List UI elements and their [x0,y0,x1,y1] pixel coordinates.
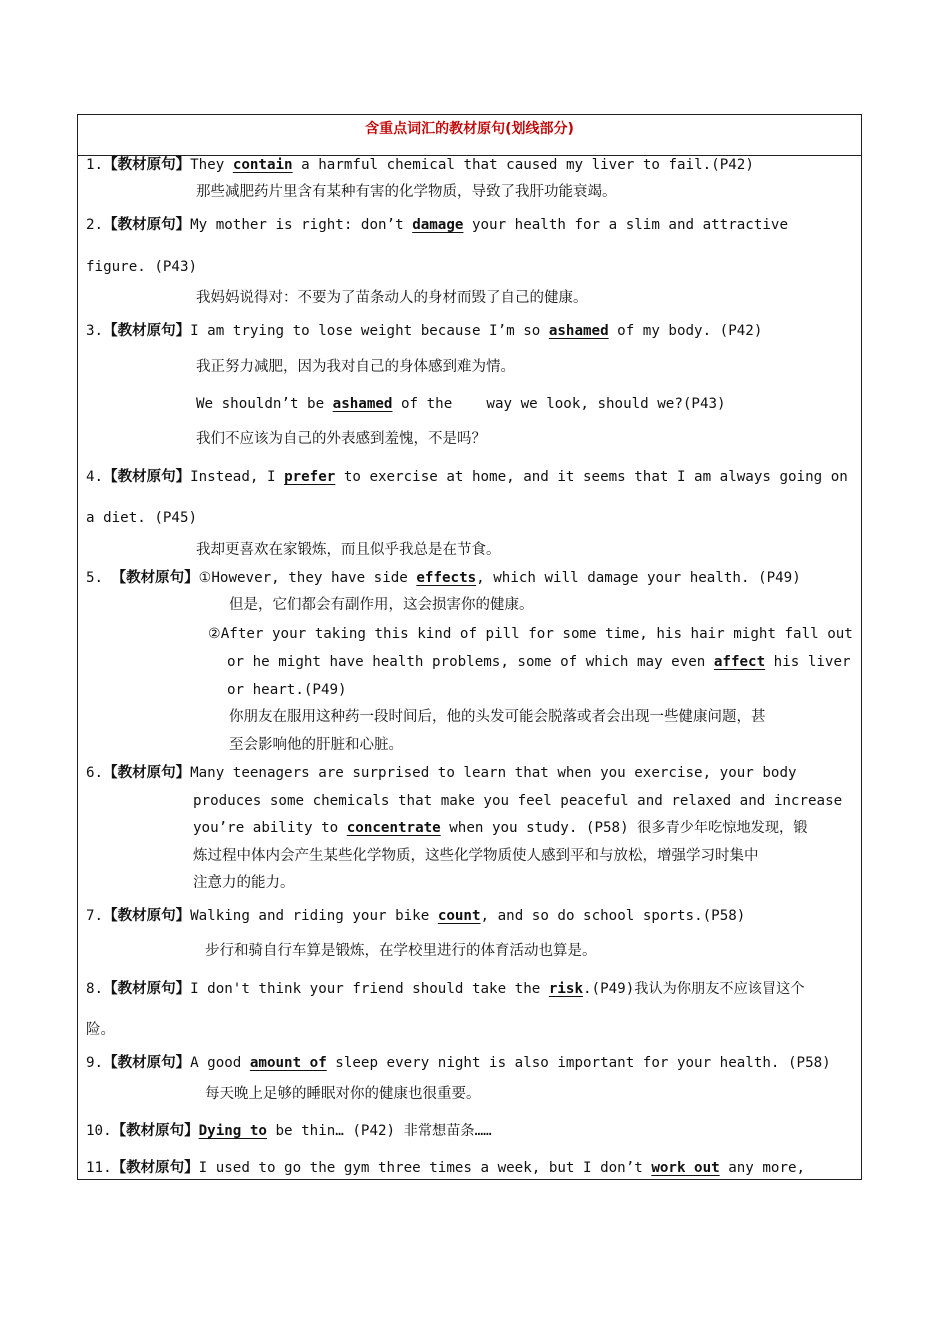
sentence-text: , and so do school sports.(P58) [480,908,746,924]
table-title: 含重点词汇的教材原句(划线部分) [77,114,862,156]
sentence-text: After your taking this kind of pill for some time, his hair might fall out [220,626,853,642]
source-tag: 【教材原句】 [103,217,191,233]
translation: 注意力的能力。 [193,875,295,891]
sentence-text: or he might have health problems, some of which may even [227,654,714,670]
keyword: Dying to [198,1123,267,1139]
source-tag: 【教材原句】 [103,908,191,924]
keyword: effects [416,570,477,586]
keyword: ashamed [332,396,393,412]
keyword: contain [232,157,293,173]
translation: 你朋友在服用这种药一段时间后，他的头发可能会脱落或者会出现一些健康问题，甚 [229,709,766,725]
item-number: 3. [86,323,104,339]
sentence-text: be thin… (P42) 非常想苗条…… [266,1123,492,1139]
sentence-text: Many teenagers are surprised to learn that when you exercise, your body [190,765,797,781]
item-10 [86,1121,492,1141]
source-tag: 【教材原句】 [111,1160,199,1176]
item-number: 4. [86,469,104,485]
item-number: 2. [86,217,104,233]
sentence-text: when you study. (P58) 很多青少年吃惊地发现，锻 [440,820,808,836]
translation: 我妈妈说得对：不要为了苗条动人的身材而毁了自己的健康。 [196,290,588,306]
translation: 但是，它们都会有副作用，这会损害你的健康。 [229,597,534,613]
sentence-text: of the way we look, should we?(P43) [392,396,726,412]
sentence-continuation: 险。 [86,1022,115,1038]
sentence-text: A good [190,1055,250,1071]
source-tag: 【教材原句】 [103,765,191,781]
item-8 [86,979,805,999]
item-number: 11. [86,1160,112,1176]
sentence-text: a harmful chemical that caused my liver to fail.(P42) [292,157,754,173]
circled-number: ② [208,626,221,642]
item-number: 5. [86,570,112,586]
source-tag: 【教材原句】 [103,981,191,997]
item-6 [86,763,797,783]
sentence-continuation [193,818,807,838]
keyword: affect [713,654,766,670]
keyword: ashamed [548,323,609,339]
keyword: concentrate [346,820,441,836]
sentence-text: to exercise at home, and it seems that I am always going on [335,469,848,485]
sentence-continuation: or heart.(P49) [227,682,347,698]
keyword: risk [548,981,584,997]
keyword: count [437,908,481,924]
source-tag: 【教材原句】 [103,1055,191,1071]
item-4 [86,467,848,487]
item-number: 9. [86,1055,104,1071]
sentence-text: of my body. (P42) [608,323,763,339]
sentence-text: Instead, I [190,469,285,485]
sentence-text: They [190,157,233,173]
keyword: prefer [284,469,336,485]
sentence-text: his liver [765,654,851,670]
sentence-continuation: figure. (P43) [86,259,198,275]
translation: 我正努力减肥，因为我对自己的身体感到难为情。 [196,359,515,375]
source-tag: 【教材原句】 [103,157,191,173]
keyword: amount of [249,1055,327,1071]
sentence-continuation: a diet. (P45) [86,510,198,526]
item-number: 1. [86,157,104,173]
sentence-text: Walking and riding your bike [190,908,438,924]
item-7 [86,906,745,926]
translation: 每天晚上足够的睡眠对你的健康也很重要。 [205,1086,481,1102]
item-number: 8. [86,981,104,997]
item-1 [86,155,754,175]
example-sentence [196,394,726,414]
keyword: work out [651,1160,720,1176]
sentence-text: .(P49)我认为你朋友不应该冒这个 [583,981,805,997]
sentence-continuation [227,652,851,672]
translation: 我却更喜欢在家锻炼，而且似乎我总是在节食。 [196,542,501,558]
circled-number: ① [198,570,212,586]
sentence-text: you’re ability to [193,820,347,836]
sentence-text: My mother is right: don’t [190,217,413,233]
keyword: damage [412,217,464,233]
item-3 [86,321,762,341]
item-number: 7. [86,908,104,924]
item-number: 10. [86,1123,112,1139]
sentence-text: However, they have side [211,570,417,586]
translation: 至会影响他的肝脏和心脏。 [229,737,403,753]
item-9 [86,1053,831,1073]
item-2 [86,215,788,235]
sentence-text: any more, [719,1160,806,1176]
item-11 [86,1158,805,1178]
source-tag: 【教材原句】 [111,1123,199,1139]
source-tag: 【教材原句】 [111,570,199,586]
source-tag: 【教材原句】 [103,323,191,339]
item-number: 6. [86,765,104,781]
source-tag: 【教材原句】 [103,469,191,485]
translation: 我们不应该为自己的外表感到羞愧，不是吗？ [196,431,486,447]
sentence-continuation: produces some chemicals that make you feel peaceful and relaxed and increase [193,793,843,809]
sentence-text: , which will damage your health. (P49) [476,570,801,586]
sentence-text: sleep every night is also important for your health. (P58) [326,1055,831,1071]
sentence-text: I don't think your friend should take the [190,981,549,997]
example-sentence [208,624,853,644]
translation: 步行和骑自行车算是锻炼，在学校里进行的体育活动也算是。 [205,943,597,959]
translation: 炼过程中体内会产生某些化学物质，这些化学物质使人感到平和与放松，增强学习时集中 [193,848,759,864]
item-5 [86,568,801,588]
sentence-text: We shouldn’t be [196,396,333,412]
translation: 那些减肥药片里含有某种有害的化学物质，导致了我肝功能衰竭。 [196,184,617,200]
sentence-text: your health for a slim and attractive [463,217,789,233]
sentence-text: I am trying to lose weight because I’m so [190,323,549,339]
sentence-text: I used to go the gym three times a week, but I don’t [198,1160,652,1176]
